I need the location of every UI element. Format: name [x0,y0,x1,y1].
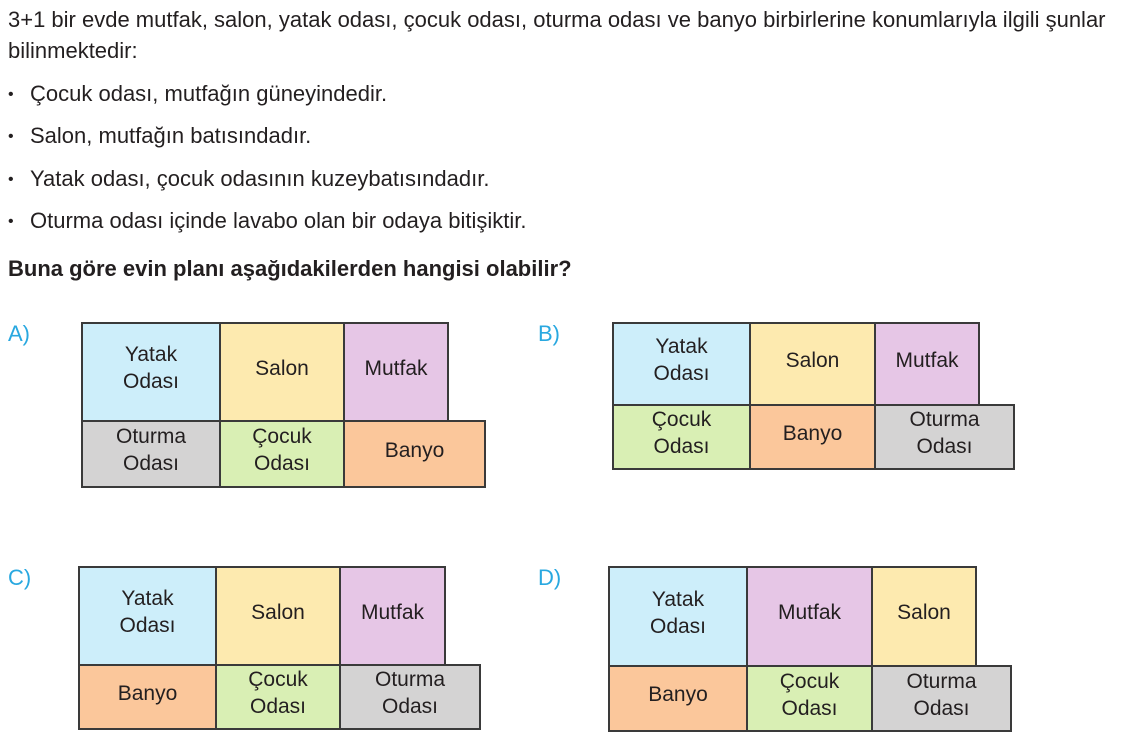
bullet-icon: • [8,128,14,145]
room-cocuk-odasi: Çocuk Odası [215,664,341,730]
problem-intro: 3+1 bir evde mutfak, salon, yatak odası, çocuk odası, oturma odası ve banyo birbirlerine konumlarıyla ilgili şunlar bilinmektedir: [8,7,1106,63]
option-a-plan[interactable] [81,322,486,488]
clue-4 [8,207,526,236]
room-salon: Salon [219,322,345,422]
option-a-label[interactable]: A) [8,321,30,346]
room-oturma-odasi: Oturma Odası [871,665,1012,732]
room-yatak-odasi: Yatak Odası [78,566,217,666]
bullet-icon: • [8,213,14,230]
option-d-plan[interactable] [608,566,1012,732]
room-banyo: Banyo [749,404,876,470]
room-mutfak: Mutfak [343,322,449,422]
option-b-label[interactable]: B) [538,321,560,346]
room-banyo: Banyo [608,665,748,732]
room-yatak-odasi: Yatak Odası [608,566,748,667]
option-c-plan[interactable] [78,566,481,730]
room-mutfak: Mutfak [339,566,446,666]
clue-text: Yatak odası, çocuk odasının kuzeybatısındadır. [30,166,490,191]
clue-text: Oturma odası içinde lavabo olan bir odaya bitişiktir. [30,208,527,233]
clue-1 [8,80,387,109]
room-oturma-odasi: Oturma Odası [339,664,481,730]
room-mutfak: Mutfak [746,566,873,667]
room-mutfak: Mutfak [874,322,980,406]
room-salon: Salon [871,566,977,667]
room-yatak-odasi: Yatak Odası [612,322,751,406]
room-oturma-odasi: Oturma Odası [81,420,221,488]
bullet-icon: • [8,86,14,103]
room-salon: Salon [749,322,876,406]
room-banyo: Banyo [343,420,486,488]
clue-text: Çocuk odası, mutfağın güneyindedir. [30,81,388,106]
option-b-plan[interactable] [612,322,1015,470]
bullet-icon: • [8,171,14,188]
question-text: Buna göre evin planı aşağıdakilerden hangisi olabilir? [8,256,572,281]
clue-2 [8,122,311,151]
room-yatak-odasi: Yatak Odası [81,322,221,422]
room-cocuk-odasi: Çocuk Odası [612,404,751,470]
room-oturma-odasi: Oturma Odası [874,404,1015,470]
option-d-label[interactable]: D) [538,565,562,590]
option-c-label[interactable]: C) [8,565,32,590]
room-cocuk-odasi: Çocuk Odası [219,420,345,488]
room-salon: Salon [215,566,341,666]
clue-3 [8,165,489,194]
clue-text: Salon, mutfağın batısındadır. [30,123,312,148]
room-cocuk-odasi: Çocuk Odası [746,665,873,732]
room-banyo: Banyo [78,664,217,730]
